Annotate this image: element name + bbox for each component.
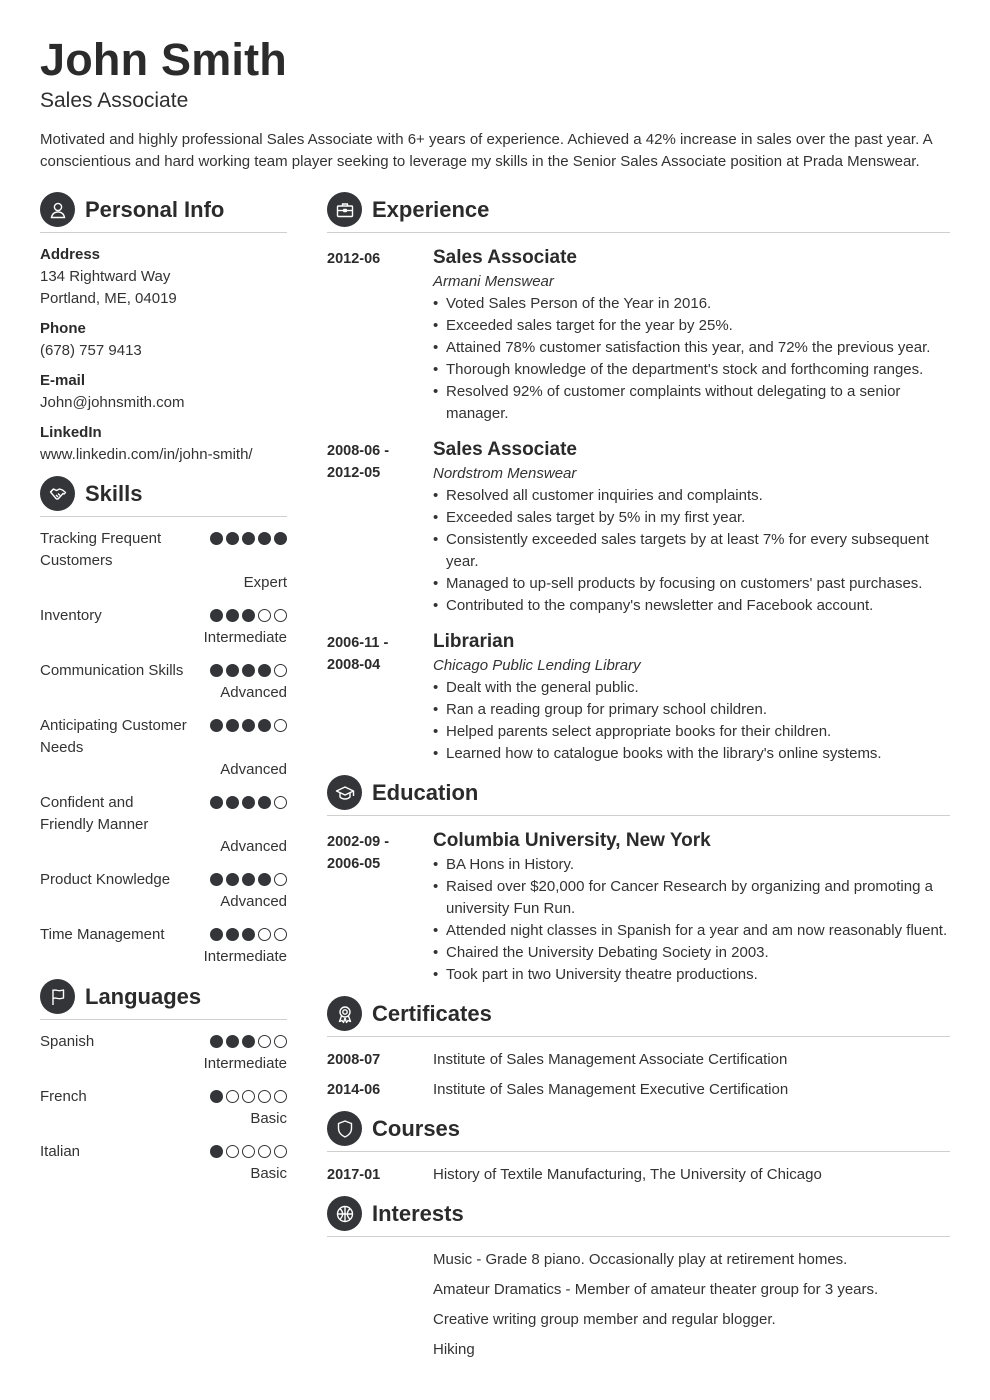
rating-dot-filled	[242, 796, 255, 809]
award-ribbon-icon	[327, 996, 362, 1031]
skill-item	[40, 869, 287, 913]
rating-dot-filled	[210, 719, 223, 732]
rating-dots	[210, 873, 287, 886]
email-block	[40, 370, 287, 414]
summary-paragraph: Motivated and highly professional Sales Associate with 6+ years of experience. Achieved a 42% increase in sales over the past year. A conscientious and hard working team player seeking to leverage my skills in the Senior Sales Associate position at Prada Menswear.	[40, 131, 932, 170]
language-item	[40, 1141, 287, 1185]
rating-dot-filled	[242, 532, 255, 545]
skill-item	[40, 924, 287, 968]
rating-dot-filled	[242, 609, 255, 622]
rating-dot-empty	[274, 928, 287, 941]
entry-body	[433, 245, 950, 425]
skills-section	[40, 476, 287, 968]
bullet-item: • Helped parents select appropriate books for their children.	[433, 721, 950, 743]
section-title: Education	[372, 779, 479, 805]
rating-dot-filled	[242, 1035, 255, 1048]
personal-info-header	[40, 192, 287, 227]
bullet-item: • Took part in two University theatre productions.	[433, 964, 950, 986]
experience-entry	[327, 437, 950, 617]
rating-dot-filled	[210, 532, 223, 545]
linkedin-block	[40, 422, 287, 466]
date-end: 2006-05	[327, 856, 381, 872]
certificates-section	[327, 996, 950, 1101]
address-line-1: 134 Rightward Way	[40, 268, 171, 285]
interest-item: Amateur Dramatics - Member of amateur theater group for 3 years.	[433, 1281, 879, 1298]
person-icon	[40, 192, 75, 227]
skill-name: Communication Skills	[40, 662, 184, 679]
rating-dot-empty	[226, 1145, 239, 1158]
rating-dot-empty	[274, 1145, 287, 1158]
entry-date	[327, 440, 422, 484]
address-block	[40, 244, 287, 310]
section-title: Interests	[372, 1200, 464, 1226]
interest-item: Hiking	[433, 1341, 475, 1358]
courses-list	[327, 1152, 950, 1186]
entry-organization: Armani Menswear	[433, 273, 554, 290]
linkedin-value[interactable]: www.linkedin.com/in/john-smith/	[40, 446, 253, 463]
date-start: 2008-06 -	[327, 443, 390, 459]
section-title: Skills	[85, 480, 143, 506]
skill-name: Confident and Friendly Manner	[40, 794, 149, 833]
personal-info-section	[40, 192, 287, 466]
rating-dot-empty	[274, 1035, 287, 1048]
courses-entry	[327, 1164, 950, 1186]
shield-icon	[327, 1111, 362, 1146]
address-label: Address	[40, 246, 101, 263]
skill-item	[40, 715, 287, 781]
section-divider	[40, 1019, 287, 1020]
languages-header	[40, 979, 287, 1014]
proficiency-level: Advanced	[220, 684, 287, 701]
phone-value: (678) 757 9413	[40, 342, 142, 359]
rating-dots	[210, 664, 287, 677]
skill-item	[40, 792, 287, 858]
education-entry	[327, 828, 950, 986]
rating-dot-filled	[210, 609, 223, 622]
section-title: Certificates	[372, 1000, 492, 1026]
rating-dot-filled	[242, 873, 255, 886]
entry-title: Columbia University, New York	[433, 830, 711, 851]
handshake-icon	[40, 476, 75, 511]
bullet-item: • Resolved 92% of customer complaints without delegating to a senior manager.	[433, 381, 950, 425]
rating-dot-empty	[274, 609, 287, 622]
rating-dots	[210, 532, 287, 545]
experience-list	[327, 245, 950, 765]
bullet-list	[433, 854, 950, 986]
section-title: Courses	[372, 1115, 461, 1141]
rating-dot-empty	[258, 609, 271, 622]
interest-item: Music - Grade 8 piano. Occasionally play at retirement homes.	[433, 1251, 848, 1268]
certificates-entry	[327, 1049, 950, 1071]
rating-dot-filled	[258, 873, 271, 886]
bullet-item: • Learned how to catalogue books with the library's online systems.	[433, 743, 950, 765]
bullet-item: • Voted Sales Person of the Year in 2016.	[433, 293, 950, 315]
bullet-item: • Dealt with the general public.	[433, 677, 950, 699]
rating-dots	[210, 796, 287, 809]
rating-dot-filled	[226, 1035, 239, 1048]
proficiency-level: Basic	[250, 1165, 287, 1182]
rating-dot-filled	[210, 664, 223, 677]
graduation-cap-icon	[327, 775, 362, 810]
rating-dot-empty	[258, 1035, 271, 1048]
rating-dot-empty	[242, 1145, 255, 1158]
rating-dot-filled	[210, 1145, 223, 1158]
language-item	[40, 1031, 287, 1075]
rating-dot-empty	[258, 1145, 271, 1158]
bullet-item: • BA Hons in History.	[433, 854, 950, 876]
interests-list	[327, 1237, 950, 1361]
rating-dot-filled	[210, 928, 223, 941]
rating-dots	[210, 1145, 287, 1158]
bullet-list	[433, 293, 950, 425]
skill-item	[40, 605, 287, 649]
candidate-title: Sales Associate	[40, 89, 189, 112]
proficiency-level: Advanced	[220, 893, 287, 910]
rating-dot-filled	[242, 928, 255, 941]
rating-dot-filled	[258, 719, 271, 732]
rating-dots	[210, 1035, 287, 1048]
section-title: Languages	[85, 983, 202, 1009]
entry-date	[327, 831, 422, 875]
entry-text: Institute of Sales Management Executive Certification	[433, 1081, 789, 1098]
rating-dot-empty	[274, 796, 287, 809]
skill-name: Inventory	[40, 607, 102, 624]
section-divider	[327, 232, 950, 233]
section-title: Personal Info	[85, 196, 225, 222]
bullet-item: • Attained 78% customer satisfaction this year, and 72% the previous year.	[433, 337, 950, 359]
entry-date: 2014-06	[327, 1082, 381, 1098]
rating-dot-empty	[242, 1090, 255, 1103]
entry-body	[433, 828, 950, 986]
experience-entry	[327, 245, 950, 425]
bullet-item: • Raised over $20,000 for Cancer Research by organizing and promoting a university Fun Run.	[433, 876, 950, 920]
address-line-2: Portland, ME, 04019	[40, 290, 177, 307]
rating-dot-empty	[258, 1090, 271, 1103]
bullet-item: • Chaired the University Debating Society in 2003.	[433, 942, 950, 964]
proficiency-level: Advanced	[220, 761, 287, 778]
rating-dots	[210, 609, 287, 622]
rating-dot-filled	[226, 609, 239, 622]
skill-name: Anticipating Customer Needs	[40, 717, 187, 756]
basketball-icon	[327, 1196, 362, 1231]
proficiency-level: Expert	[243, 574, 287, 591]
right-column	[327, 192, 950, 1361]
language-item	[40, 1086, 287, 1130]
rating-dot-empty	[258, 928, 271, 941]
education-section	[327, 775, 950, 986]
rating-dot-filled	[210, 1090, 223, 1103]
rating-dot-filled	[226, 796, 239, 809]
date-start: 2006-11 -	[327, 635, 389, 651]
rating-dot-empty	[226, 1090, 239, 1103]
rating-dot-filled	[226, 664, 239, 677]
proficiency-level: Intermediate	[203, 1055, 287, 1072]
skill-item	[40, 660, 287, 704]
language-name: Italian	[40, 1143, 81, 1160]
entry-title: Sales Associate	[433, 439, 577, 460]
rating-dot-filled	[258, 664, 271, 677]
bullet-item: • Ran a reading group for primary school children.	[433, 699, 950, 721]
courses-section	[327, 1111, 950, 1186]
rating-dot-filled	[210, 873, 223, 886]
bullet-item: • Attended night classes in Spanish for a year and am now reasonably fluent.	[433, 920, 950, 942]
certificates-list	[327, 1037, 950, 1101]
section-divider	[327, 815, 950, 816]
entry-organization: Nordstrom Menswear	[433, 465, 577, 482]
rating-dot-filled	[226, 928, 239, 941]
bullet-item: • Exceeded sales target for the year by 25%.	[433, 315, 950, 337]
date-end: 2012-05	[327, 465, 381, 481]
bullet-list	[433, 677, 950, 765]
courses-header	[327, 1111, 950, 1146]
bullet-item: • Contributed to the company's newsletter and Facebook account.	[433, 595, 950, 617]
rating-dot-filled	[226, 719, 239, 732]
languages-list	[40, 1031, 287, 1185]
date-start: 2002-09 -	[327, 834, 390, 850]
rating-dot-filled	[210, 1035, 223, 1048]
entry-title: Sales Associate	[433, 247, 577, 268]
languages-section	[40, 979, 287, 1185]
skills-header	[40, 476, 287, 511]
section-divider	[40, 232, 287, 233]
entry-title: Librarian	[433, 631, 515, 652]
section-divider	[40, 516, 287, 517]
interests-header	[327, 1196, 950, 1231]
entry-organization: Chicago Public Lending Library	[433, 657, 641, 674]
language-name: Spanish	[40, 1033, 95, 1050]
rating-dot-filled	[226, 532, 239, 545]
experience-entry	[327, 629, 950, 765]
bullet-item: • Managed to up-sell products by focusing on customers' past purchases.	[433, 573, 950, 595]
phone-block	[40, 318, 287, 362]
language-name: French	[40, 1088, 87, 1105]
date-start: 2012-06	[327, 251, 381, 267]
proficiency-level: Intermediate	[203, 948, 287, 965]
rating-dot-empty	[274, 719, 287, 732]
skill-name: Product Knowledge	[40, 871, 171, 888]
rating-dots	[210, 1090, 287, 1103]
rating-dot-filled	[258, 796, 271, 809]
skill-name: Tracking Frequent Customers	[40, 530, 162, 569]
bullet-item: • Thorough knowledge of the department's stock and forthcoming ranges.	[433, 359, 950, 381]
education-header	[327, 775, 950, 810]
skills-list	[40, 528, 287, 968]
entry-date	[327, 632, 422, 676]
bullet-list	[433, 485, 950, 617]
candidate-name: John Smith	[40, 34, 287, 85]
entry-body	[433, 437, 950, 617]
experience-section	[327, 192, 950, 765]
date-end: 2008-04	[327, 657, 381, 673]
briefcase-icon	[327, 192, 362, 227]
bullet-item: • Resolved all customer inquiries and complaints.	[433, 485, 950, 507]
rating-dot-filled	[226, 873, 239, 886]
entry-date: 2008-07	[327, 1052, 381, 1068]
section-title: Experience	[372, 196, 490, 222]
entry-text: Institute of Sales Management Associate Certification	[433, 1051, 788, 1068]
bullet-item: • Consistently exceeded sales targets by at least 7% for every subsequent year.	[433, 529, 950, 573]
certificates-entry	[327, 1079, 950, 1101]
rating-dots	[210, 928, 287, 941]
email-label: E-mail	[40, 372, 86, 389]
experience-header	[327, 192, 950, 227]
bullet-item: • Exceeded sales target by 5% in my first year.	[433, 507, 950, 529]
rating-dot-filled	[258, 532, 271, 545]
proficiency-level: Advanced	[220, 838, 287, 855]
interests-section	[327, 1196, 950, 1361]
rating-dot-filled	[210, 796, 223, 809]
phone-label: Phone	[40, 320, 86, 337]
email-value[interactable]: John@johnsmith.com	[40, 394, 185, 411]
interest-item: Creative writing group member and regular blogger.	[433, 1311, 776, 1328]
entry-date	[327, 248, 422, 270]
rating-dot-filled	[274, 532, 287, 545]
certificates-header	[327, 996, 950, 1031]
skill-name: Time Management	[40, 926, 165, 943]
rating-dot-empty	[274, 1090, 287, 1103]
entry-date: 2017-01	[327, 1167, 381, 1183]
entry-text: History of Textile Manufacturing, The University of Chicago	[433, 1166, 822, 1183]
flag-icon	[40, 979, 75, 1014]
rating-dot-filled	[242, 719, 255, 732]
linkedin-label: LinkedIn	[40, 424, 102, 441]
rating-dot-filled	[242, 664, 255, 677]
skill-item	[40, 528, 287, 594]
education-list	[327, 828, 950, 986]
left-column	[40, 192, 287, 1185]
entry-body	[433, 629, 950, 765]
proficiency-level: Intermediate	[203, 629, 287, 646]
rating-dots	[210, 719, 287, 732]
proficiency-level: Basic	[250, 1110, 287, 1127]
rating-dot-empty	[274, 664, 287, 677]
rating-dot-empty	[274, 873, 287, 886]
